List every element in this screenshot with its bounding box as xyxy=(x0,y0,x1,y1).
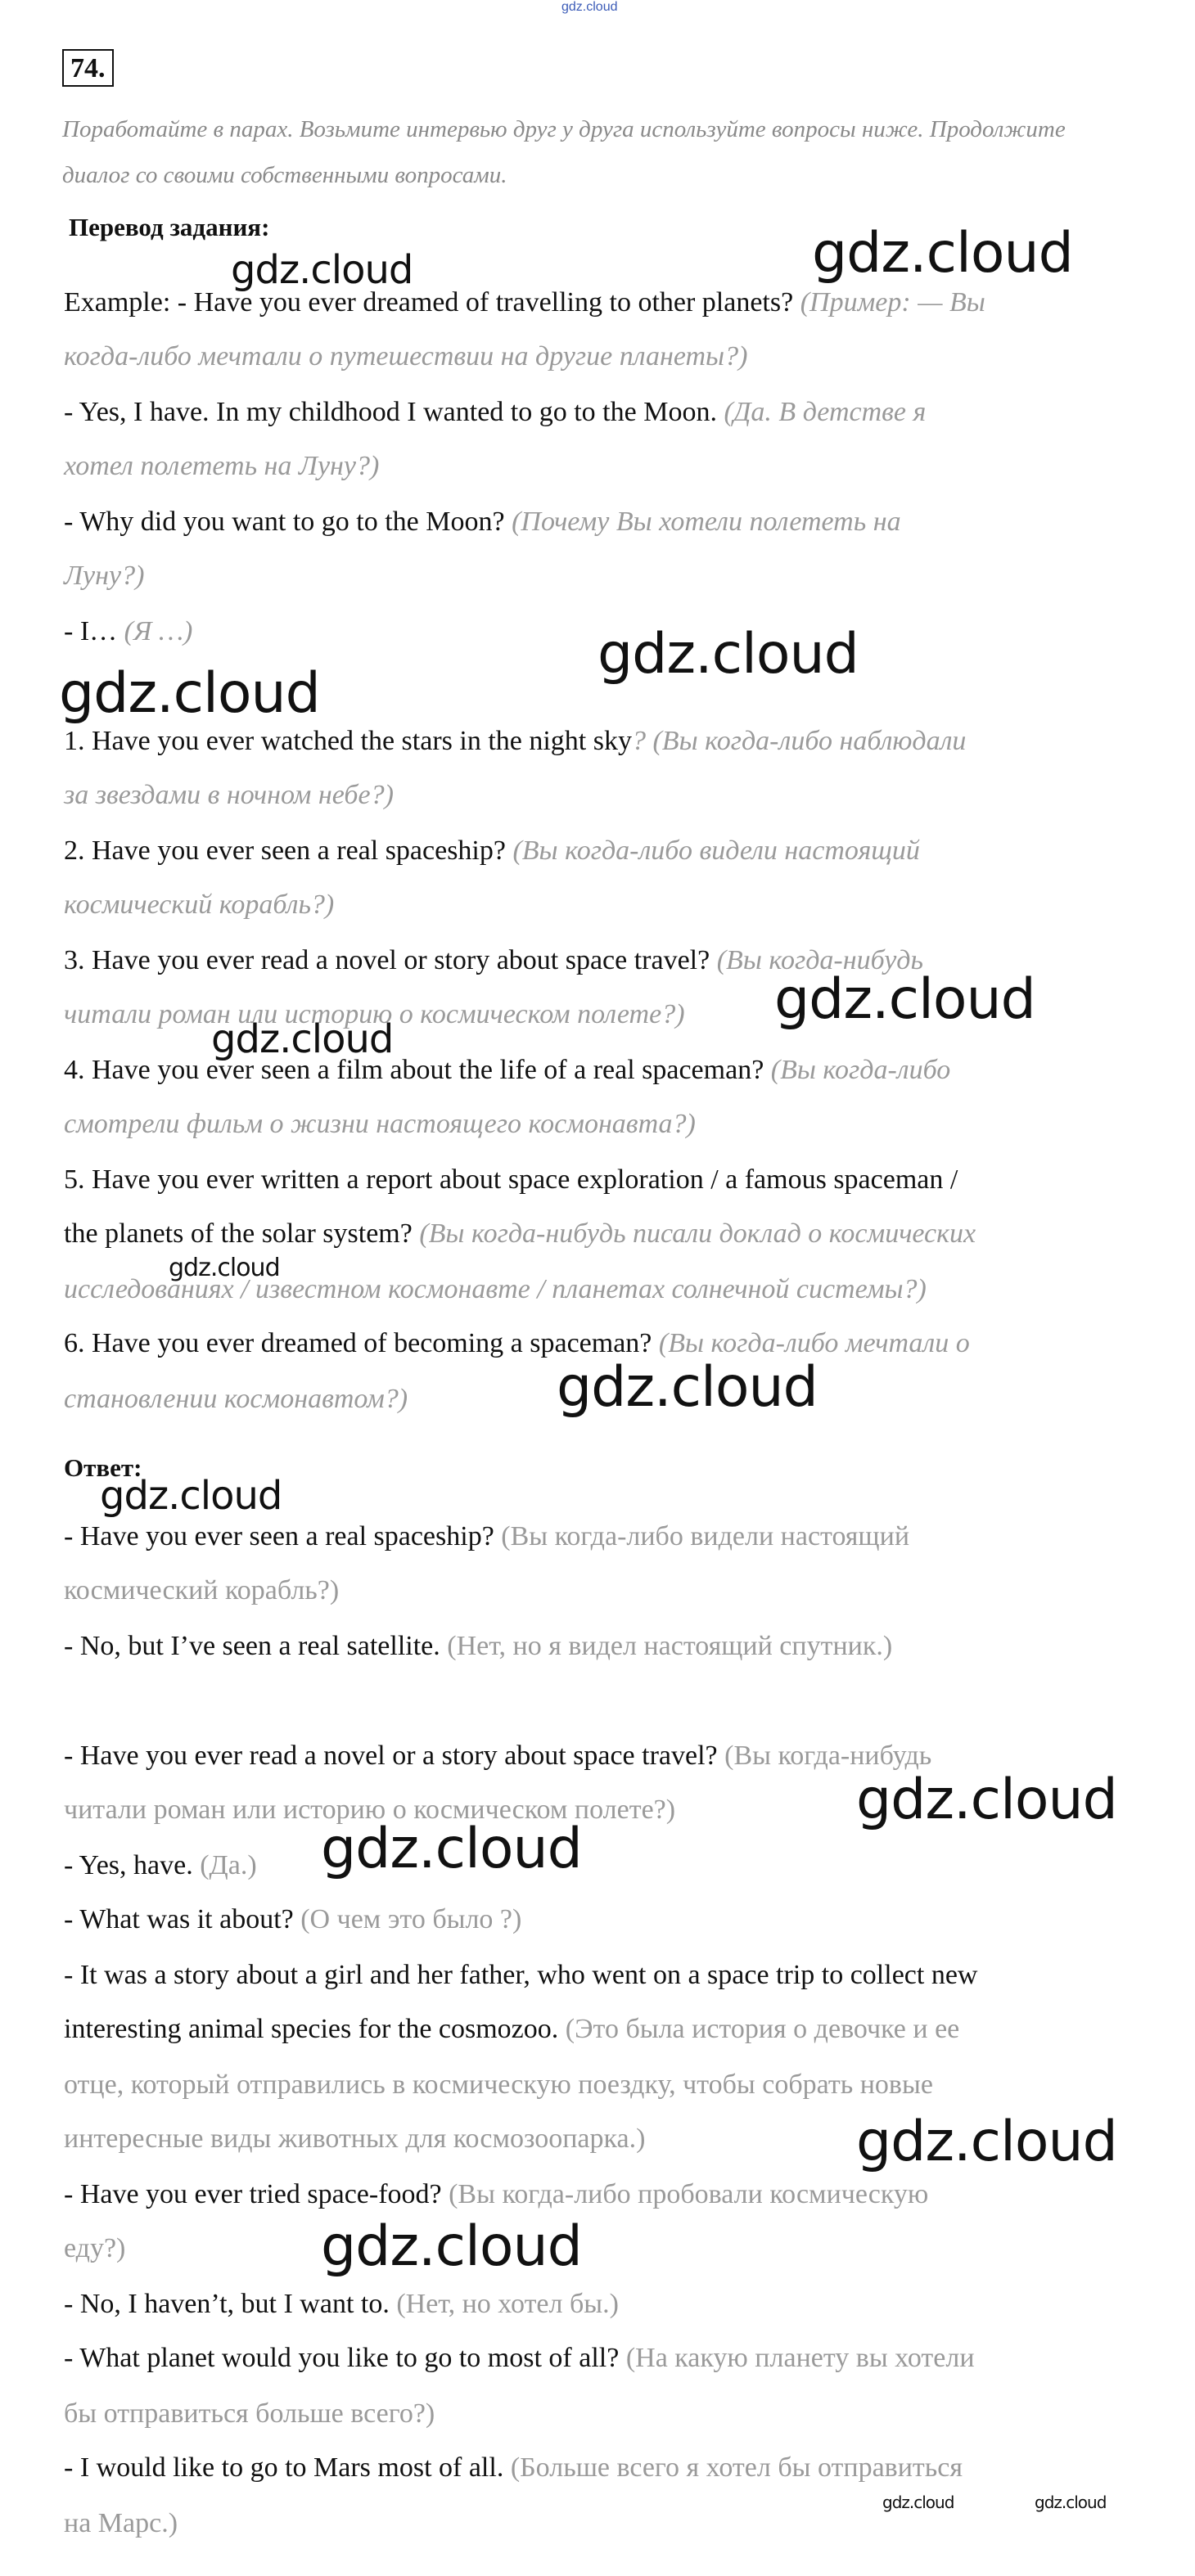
translation-line: космический корабль?) xyxy=(64,889,335,920)
answer-line: - No, I haven’t, but I want to. (Нет, но хотел бы.) xyxy=(64,2289,619,2319)
answer-line: еду?) xyxy=(64,2233,126,2263)
answer-line: - Have you ever read a novel or a story about space travel? (Вы когда-нибудь xyxy=(64,1741,932,1771)
translation-line: за звездами в ночном небе?) xyxy=(64,780,394,810)
answer-line: interesting animal species for the cosmozoo. (Это была история о девочке и ее xyxy=(64,2014,960,2044)
answer-line: - No, but I’ve seen a real satellite. (Нет, но я видел настоящий спутник.) xyxy=(64,1631,893,1661)
watermark: gdz.cloud xyxy=(100,1473,282,1519)
translation-line: Луну?) xyxy=(64,561,145,591)
watermark: gdz.cloud xyxy=(1035,2493,1107,2512)
answer-line: - I would like to go to Mars most of all. (Больше всего я хотел бы отправиться xyxy=(64,2452,963,2483)
watermark: gdz.cloud xyxy=(557,1355,818,1420)
watermark: gdz.cloud xyxy=(231,247,413,293)
translation-title: Перевод задания: xyxy=(69,213,270,241)
answer-line: читали роман или историю о космическом полете?) xyxy=(64,1795,676,1825)
answer-title: Ответ: xyxy=(64,1453,142,1482)
answer-line: отце, который отправились в космическую поездку, чтобы собрать новые xyxy=(64,2069,933,2100)
translation-line: - Why did you want to go to the Moon? (Почему Вы хотели полететь на xyxy=(64,507,901,537)
watermark: gdz.cloud xyxy=(211,1016,394,1062)
translation-line: 1. Have you ever watched the stars in the night sky? (Вы когда-либо наблюдали xyxy=(64,726,967,756)
translation-line: 4. Have you ever seen a film about the life of a real spaceman? (Вы когда-либо xyxy=(64,1055,951,1085)
watermark: gdz.cloud xyxy=(59,661,320,726)
watermark: gdz.cloud xyxy=(856,1768,1117,1832)
translation-line: когда-либо мечтали о путешествии на другие планеты?) xyxy=(64,341,748,372)
header-mark: gdz.cloud xyxy=(561,0,618,14)
translation-line: - I… (Я …) xyxy=(64,616,193,646)
translation-line: хотел полететь на Луну?) xyxy=(64,451,380,481)
answer-line: - It was a story about a girl and her father, who went on a space trip to collect new xyxy=(64,1960,978,1990)
translation-line: 2. Have you ever seen a real spaceship? (Вы когда-либо видели настоящий xyxy=(64,835,920,866)
translation-line: читали роман или историю о космическом полете?) xyxy=(64,999,685,1029)
translation-line: - Yes, I have. In my childhood I wanted to go to the Moon. (Да. В детстве я xyxy=(64,397,927,427)
translation-line: 3. Have you ever read a novel or story about space travel? (Вы когда-нибудь xyxy=(64,945,923,975)
answer-line: - What planet would you like to go to most of all? (На какую планету вы хотели xyxy=(64,2343,975,2373)
translation-line: смотрели фильм о жизни настоящего космонавта?) xyxy=(64,1109,696,1139)
translation-line: the planets of the solar system? (Вы когда-нибудь писали доклад о космических xyxy=(64,1218,976,1249)
answer-line: - Have you ever seen a real spaceship? (Вы когда-либо видели настоящий xyxy=(64,1521,910,1551)
watermark: gdz.cloud xyxy=(774,967,1035,1032)
watermark: gdz.cloud xyxy=(321,1817,582,1881)
answer-line: на Марс.) xyxy=(64,2508,178,2538)
answer-line: космический корабль?) xyxy=(64,1575,340,1605)
translation-line: Example: - Have you ever dreamed of travelling to other planets? (Пример: — Вы xyxy=(64,287,985,317)
translation-line: 6. Have you ever dreamed of becoming a spaceman? (Вы когда-либо мечтали о xyxy=(64,1328,970,1358)
answer-line: бы отправиться больше всего?) xyxy=(64,2398,435,2429)
watermark: gdz.cloud xyxy=(321,2214,582,2279)
translation-line: становлении космонавтом?) xyxy=(64,1384,408,1414)
watermark: gdz.cloud xyxy=(882,2493,954,2512)
answer-line: - Have you ever tried space-food? (Вы когда-либо пробовали космическую xyxy=(64,2179,929,2209)
watermark: gdz.cloud xyxy=(812,221,1073,286)
watermark: gdz.cloud xyxy=(856,2110,1117,2174)
watermark: gdz.cloud xyxy=(598,622,859,687)
watermark: gdz.cloud xyxy=(169,1254,280,1282)
translation-line: исследованиях / известном космонавте / планетах солнечной системы?) xyxy=(64,1274,927,1304)
answer-line: интересные виды животных для космозоопарка.) xyxy=(64,2123,646,2154)
task-instruction: Поработайте в парах. Возьмите интервью друг у друга используйте вопросы ниже. Продолжите диалог со своими собственными вопросами. xyxy=(62,116,1066,188)
translation-line: 5. Have you ever written a report about space exploration / a famous spaceman / xyxy=(64,1164,958,1195)
task-number: 74. xyxy=(62,49,114,87)
answer-line: - What was it about? (О чем это было ?) xyxy=(64,1904,522,1934)
answer-line: - Yes, have. (Да.) xyxy=(64,1850,257,1880)
